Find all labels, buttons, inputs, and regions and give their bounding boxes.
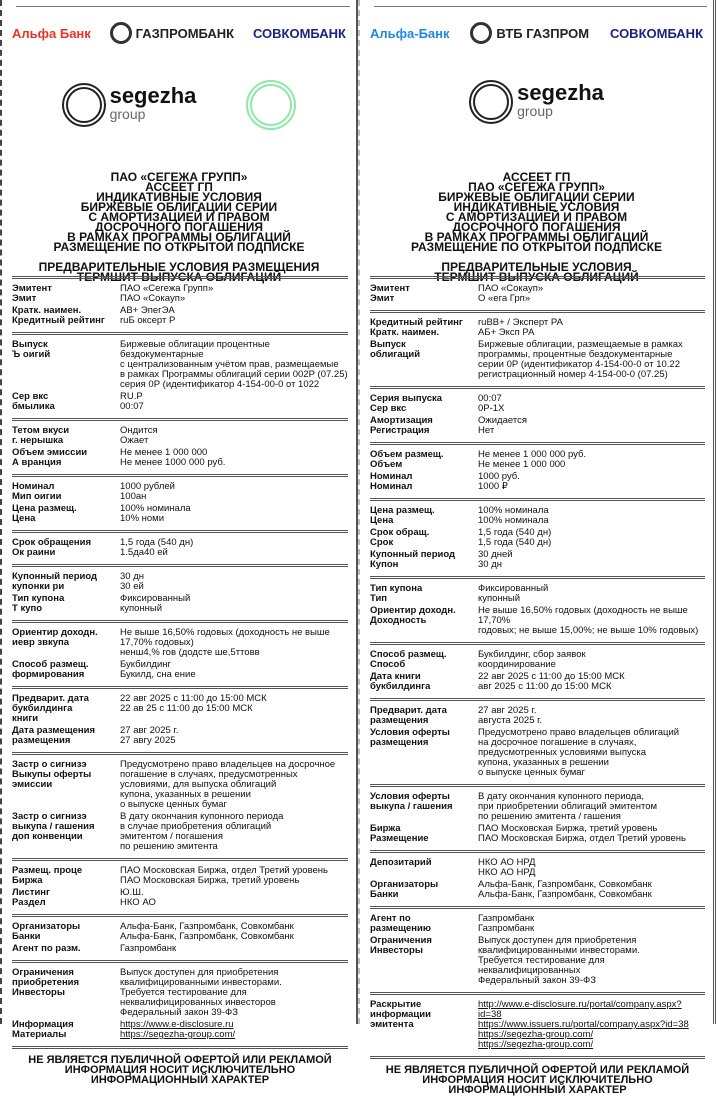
segezha-wordmark — [517, 80, 604, 120]
term-label: Способ размещ. формирования — [12, 659, 89, 680]
term-label: Условия оферты выкупа / гашения — [370, 791, 453, 812]
terms-group — [12, 858, 348, 914]
term-label: Ориентир доходн. Доходность — [370, 605, 456, 626]
term-label: Цена размещ. Цена — [12, 503, 77, 524]
terms-group — [12, 530, 348, 564]
term-value: 30 дн 30 ей — [120, 571, 144, 592]
sphere-icon — [110, 22, 132, 44]
partner-logos — [12, 18, 346, 48]
term-value: RU.P 00:07 — [120, 391, 144, 412]
segezha-logo — [469, 80, 604, 124]
top-rule — [16, 6, 350, 7]
partner-logos — [370, 18, 703, 48]
terms-group — [12, 686, 348, 752]
title-line: ДОСРОЧНОГО ПОГАШЕНИЯ — [94, 220, 264, 234]
table-row — [12, 726, 348, 746]
term-label: Листинг Раздел — [12, 887, 50, 908]
segezha-name: segezha — [109, 83, 197, 108]
term-label: Депозитарий — [370, 857, 432, 868]
term-value: В дату окончания купонного периода в случае приобретения облигаций эмитентом / погашения по решению эмитента — [120, 811, 284, 852]
table-row — [12, 944, 348, 954]
table-row — [12, 538, 348, 558]
term-label: Ограничения приобретения Инвесторы — [12, 967, 80, 998]
term-value: Не выше 16,50% годовых (доходность не выше 17,70% годовых) ненш4,% гов (додсте ше,5ттовв — [120, 627, 330, 658]
term-value: 1,5 года (540 дн) 1.5да40 ей — [120, 537, 194, 558]
table-row — [370, 450, 705, 470]
term-value: 22 авг 2025 с 11:00 до 15:00 МСК 22 ав 25 с 11:00 до 15:00 МСК — [120, 693, 267, 714]
title-line: В РАМКАХ ПРОГРАММЫ ОБЛИГАЦИЙ — [424, 230, 649, 244]
title-line: РАЗМЕЩЕНИЕ ПО ОТКРЫТОЙ ПОДПИСКЕ — [53, 240, 305, 254]
logo-text: ГАЗПРОМБАНК — [135, 25, 235, 41]
table-row — [370, 936, 705, 986]
table-row — [370, 824, 705, 844]
table-row — [370, 318, 705, 338]
table-row — [370, 506, 705, 526]
term-value: ПАО «Сокауп» О «ега Грп» — [478, 283, 544, 304]
terms-group — [12, 276, 348, 332]
logo-text: Альфа-Банк — [370, 25, 450, 41]
terms-group — [12, 914, 348, 960]
table-row — [370, 706, 705, 726]
logo-text: СОВКОМБАНК — [252, 25, 346, 41]
title-line: ИНДИКАТИВНЫЕ УСЛОВИЯ — [96, 190, 262, 204]
title-line: БИРЖЕВЫЕ ОБЛИГАЦИИ СЕРИИ — [80, 200, 278, 214]
term-label: Тип купона Т купо — [12, 593, 65, 614]
table-row — [370, 858, 705, 878]
segezha-sub: group — [517, 103, 553, 119]
table-row — [370, 650, 705, 670]
terms-group — [12, 752, 348, 858]
term-value: Биржевые облигации процентные бездокументарные с централизованным учётом прав, размещаемые в рамках Программы облигаций серии 002Р (07.25) серия 0Р (идентификатор 4-154-00-0 от 1022 — [120, 339, 348, 390]
term-value: Альфа-Банк, Газпромбанк, Совкомбанк Альфа-Банк, Газпромбанк, Совкомбанк — [120, 921, 294, 942]
table-row — [370, 528, 705, 548]
table-row — [370, 416, 705, 436]
table-row — [12, 340, 348, 390]
terms-group — [12, 620, 348, 686]
term-label: Выпуск Ъ оигий — [12, 339, 51, 360]
title-line: ПРЕДВАРИТЕЛЬНЫЕ УСЛОВИЯ — [441, 260, 632, 274]
term-value: Предусмотрено право владельцев облигаций на досрочное погашение в случаях, предусмотренных условиями выпуска купона, указанных в решении о выпуске ценных бумаг — [478, 727, 680, 778]
term-label: Кредитный рейтинг Кратк. наимен. — [370, 317, 463, 338]
term-label: Сер вкс бмылика — [12, 391, 55, 412]
logo-text: СОВКОМБАНК — [610, 25, 703, 41]
term-label: Размещ. проце Биржа — [12, 865, 83, 886]
table-row — [12, 812, 348, 852]
title-line: РАЗМЕЩЕНИЕ ПО ОТКРЫТОЙ ПОДПИСКЕ — [411, 240, 662, 254]
title-line: ПАО «СЕГЕЖА ГРУПП» — [110, 170, 248, 184]
terms-group — [370, 992, 705, 1056]
table-row — [370, 1000, 705, 1050]
table-row — [12, 594, 348, 614]
term-label: Номинал Мип оигии — [12, 481, 62, 502]
term-value: АВ+ ЭпегЭА ruБ оксерт Р — [120, 305, 176, 326]
term-label: Серия выпуска Сер вкс — [370, 393, 443, 414]
title-line: С АМОРТИЗАЦИЕЙ И ПРАВОМ — [88, 210, 270, 224]
term-label: Амортизация Регистрация — [370, 415, 433, 436]
term-link[interactable]: http://www.e-disclosure.ru/portal/company.aspx?id=38 https://www.issuers.ru/portal/company.aspx?id=38 https://segezha-group.com/ https://segezha-group.com/ — [478, 999, 689, 1050]
table-row — [370, 792, 705, 822]
table-row — [370, 880, 705, 900]
table-row — [12, 284, 348, 304]
term-value: 22 авг 2025 с 11:00 до 15:00 МСК авг 2025 с 11:00 до 15:00 МСК — [478, 671, 625, 692]
term-label: Ориентир доходн. иевр звкупа — [12, 627, 98, 648]
sphere-icon — [470, 22, 492, 44]
term-label: Тип купона Тип — [370, 583, 423, 604]
terms-group — [370, 276, 705, 310]
document-title — [370, 172, 703, 282]
table-row — [12, 628, 348, 658]
logo-text: Альфа Банк — [12, 25, 91, 41]
segezha-name: segezha — [517, 80, 604, 105]
term-label: Дата размещения размещения — [12, 725, 96, 746]
table-row — [12, 866, 348, 886]
term-label: Предварит. дата размещения — [370, 705, 447, 726]
term-value: Ожидается Нет — [478, 415, 527, 436]
disclaimer-footer: НЕ ЯВЛЯЕТСЯ ПУБЛИЧНОЙ ОФЕРТОЙ ИЛИ РЕКЛАМОЙ ИНФОРМАЦИЯ НОСИТ ИСКЛЮЧИТЕЛЬНО ИНФОРМАЦИОННЫЙ ХАРАКТЕР — [12, 1046, 348, 1085]
table-row — [12, 888, 348, 908]
title-line: ИНДИКАТИВНЫЕ УСЛОВИЯ — [453, 200, 620, 214]
table-row — [370, 584, 705, 604]
disclaimer-footer: НЕ ЯВЛЯЕТСЯ ПУБЛИЧНОЙ ОФЕРТОЙ ИЛИ РЕКЛАМОЙ ИНФОРМАЦИЯ НОСИТ ИСКЛЮЧИТЕЛЬНО ИНФОРМАЦИОННЫЙ ХАРАКТЕР — [370, 1056, 705, 1095]
sovcombank-logo — [253, 26, 346, 41]
term-label: Условия оферты размещения — [370, 727, 450, 748]
term-value: НКО АО НРД НКО АО НРД — [478, 857, 536, 878]
terms-group — [370, 310, 705, 386]
term-label: Объем эмиссии А вранция — [12, 447, 88, 468]
term-label: Организаторы Банки — [12, 921, 81, 942]
segezha-emblem-icon — [62, 83, 106, 127]
table-row — [12, 660, 348, 680]
term-label: Застр о сигнизэ выкупа / гашения доп конвенции — [12, 811, 95, 842]
table-row — [12, 306, 348, 326]
table-row — [370, 550, 705, 570]
table-row — [12, 392, 348, 412]
term-label: Номинал Номинал — [370, 471, 413, 492]
term-label: Тетом вкуси г. нерышка — [12, 425, 70, 446]
term-value: ruBB+ / Эксперт РА АБ+ Эксп РА — [478, 317, 563, 338]
terms-group — [12, 474, 348, 530]
title-line: ТЕРМШИТ ВЫПУСКА ОБЛИГАЦИЙ — [434, 270, 639, 284]
table-row — [12, 968, 348, 1018]
term-value: Биржевые облигации, размещаемые в рамках программы, процентные бездокументарные серии 0Р (идентификатор 4-154-00-0 от 10.22 регистрационный номер 4-154-00-0 (07.25) — [478, 339, 683, 380]
term-label: Дата книги букбилдинга — [370, 671, 431, 692]
issuer-logo-area — [2, 80, 356, 130]
termsheet-page-right — [358, 0, 716, 1096]
terms-table — [370, 276, 705, 1095]
terms-group — [12, 564, 348, 620]
title-line: ПРЕДВАРИТЕЛЬНЫЕ УСЛОВИЯ РАЗМЕЩЕНИЯ — [38, 260, 320, 274]
table-row — [370, 728, 705, 778]
terms-group — [12, 960, 348, 1046]
term-value: 100% номинала 100% номинала — [478, 505, 549, 526]
title-line: АССЕЕТ ГП — [502, 170, 571, 184]
term-value: 100% номинала 10% номи — [120, 503, 191, 524]
title-line: ПАО «СЕГЕЖА ГРУПП» — [468, 180, 605, 194]
terms-group — [370, 498, 705, 576]
term-label: Эмитент Эмит — [370, 283, 410, 304]
term-value: 30 дней 30 дн — [478, 549, 513, 570]
term-value: 1000 руб. 1000 ₽ — [478, 471, 520, 492]
term-value: Не менее 1 000 000 Не менее 1000 000 руб. — [120, 447, 226, 468]
table-row — [370, 394, 705, 414]
term-value: ПАО «Сегежа Групп» ПАО «Сокауп» — [120, 283, 214, 304]
table-row — [12, 426, 348, 446]
terms-group — [370, 642, 705, 698]
terms-group — [370, 442, 705, 498]
term-value: 27 авг 2025 г. 27 авгу 2025 — [120, 725, 179, 746]
terms-group — [370, 386, 705, 442]
vtb-gazprombank-logo — [470, 22, 589, 44]
term-link[interactable]: https://www.e-disclosure.ru https://segezha-group.com/ — [120, 1019, 236, 1040]
term-label: Организаторы Банки — [370, 879, 439, 900]
term-value: Ондится Ожает — [120, 425, 158, 446]
logo-text: ВТБ ГАЗПРОМ — [496, 25, 590, 41]
term-value: ПАО Московская Биржа, третий уровень ПАО Московская Биржа, отдел Третий уровень — [478, 823, 687, 844]
term-value: 1,5 года (540 дн) 1,5 года (540 дн) — [478, 527, 552, 548]
term-value: Ю.Ш. НКО АО — [120, 887, 156, 908]
table-row — [370, 606, 705, 636]
term-label: Купонный период купонки ри — [12, 571, 98, 592]
table-row — [12, 922, 348, 942]
table-row — [370, 340, 705, 380]
term-value: Не выше 16,50% годовых (доходность не выше 17,70% годовых; не выше 15,00%; не выше 10% годовых) — [478, 605, 699, 636]
term-value: Фиксированный купонный — [120, 593, 191, 614]
terms-group — [370, 576, 705, 642]
table-row — [12, 694, 348, 724]
table-row — [370, 284, 705, 304]
term-value: В дату окончания купонного периода, при приобретении облигаций эмитентом по решению эмитента / гашения — [478, 791, 658, 822]
alfa-bank-logo — [370, 26, 450, 41]
term-value: Выпуск доступен для приобретения квалифицированными инвесторами. Требуется тестирование для неквалифицированных инвесторов Федеральный закон 39-ФЗ — [120, 967, 282, 1018]
term-value: Не менее 1 000 000 руб. Не менее 1 000 000 — [478, 449, 587, 470]
table-row — [12, 760, 348, 810]
table-row — [12, 482, 348, 502]
term-label: Биржа Размещение — [370, 823, 429, 844]
term-label: Срок обращ. Срок — [370, 527, 430, 548]
term-label: Агент по разм. — [12, 943, 81, 954]
issuer-logo-area — [360, 80, 713, 124]
term-value: Газпромбанк — [120, 943, 177, 954]
table-row — [12, 448, 348, 468]
termsheet-page-left — [0, 0, 358, 1086]
terms-group — [370, 784, 705, 850]
term-value: 1000 рублей 100ан — [120, 481, 175, 502]
terms-group — [370, 906, 705, 992]
top-rule — [374, 6, 707, 7]
term-value: Предусмотрено право владельцев на досрочное погашение в случаях, предусмотренных условиями, для выпуска облигаций купона, указанных в решении о выпуске ценных бумаг — [120, 759, 336, 810]
table-row — [12, 504, 348, 524]
term-label: Объем размещ. Объем — [370, 449, 444, 470]
terms-group — [12, 332, 348, 418]
segezha-wordmark — [109, 83, 197, 123]
term-label: Купонный период Купон — [370, 549, 456, 570]
segezha-emblem-icon — [469, 80, 513, 124]
title-line: АССЕЕТ ГП — [145, 180, 213, 194]
term-label: Цена размещ. Цена — [370, 505, 435, 526]
table-row — [370, 672, 705, 692]
terms-group — [12, 418, 348, 474]
term-value: 00:07 0Р-1Х — [478, 393, 505, 414]
term-value: Фиксированный купонный — [478, 583, 549, 604]
term-value: Газпромбанк Газпромбанк — [478, 913, 535, 934]
sovcombank-logo — [610, 26, 703, 41]
table-row — [12, 1020, 348, 1040]
term-value: Альфа-Банк, Газпромбанк, Совкомбанк Альфа-Банк, Газпромбанк, Совкомбанк — [478, 879, 652, 900]
term-label: Ограничения Инвесторы — [370, 935, 432, 956]
terms-group — [370, 850, 705, 906]
term-label: Срок обращения Ок раини — [12, 537, 92, 558]
term-value: 27 авг 2025 г. августа 2025 г. — [478, 705, 543, 726]
alfa-bank-logo — [12, 26, 91, 41]
term-label: Предварит. дата букбилдинга книги — [12, 693, 89, 724]
gazprombank-logo — [110, 22, 234, 44]
table-row — [12, 572, 348, 592]
term-value: Букбилдинг, сбор заявок координирование — [478, 649, 586, 670]
title-line: В РАМКАХ ПРОГРАММЫ ОБЛИГАЦИЙ — [67, 230, 291, 244]
term-label: Способ размещ. Способ — [370, 649, 447, 670]
terms-group — [370, 698, 705, 784]
table-row — [370, 914, 705, 934]
term-value: Выпуск доступен для приобретения квалифицированными инвесторами. Требуется тестирование для неквалифицированных Федеральный закон 39-ФЗ — [478, 935, 640, 986]
term-label: Эмитент Эмит — [12, 283, 52, 304]
document-title — [12, 172, 346, 282]
term-label: Застр о сигнизэ Выкупы оферты эмиссии — [12, 759, 92, 790]
terms-table — [12, 276, 348, 1085]
term-label: Агент по размещению — [370, 913, 431, 934]
title-line: БИРЖЕВЫЕ ОБЛИГАЦИИ СЕРИИ — [438, 190, 635, 204]
term-label: Выпуск облигаций — [370, 339, 421, 360]
term-label: Раскрытие информации эмитента — [370, 999, 431, 1030]
green-ring-logo-icon — [246, 80, 296, 130]
title-line: ДОСРОЧНОГО ПОГАШЕНИЯ — [452, 220, 621, 234]
term-label: Информация Материалы — [12, 1019, 74, 1040]
title-line: С АМОРТИЗАЦИЕЙ И ПРАВОМ — [445, 210, 628, 224]
segezha-logo — [62, 83, 197, 127]
title-line: ТЕРМШИТ ВЫПУСКА ОБЛИГАЦИЙ — [76, 270, 282, 284]
term-value: Букбилдинг Букилд, сна ение — [120, 659, 196, 680]
term-value: ПАО Московская Биржа, отдел Третий уровень ПАО Московская Биржа, третий уровень — [120, 865, 329, 886]
table-row — [370, 472, 705, 492]
segezha-sub: group — [109, 106, 146, 122]
term-label: Кратк. наимен. Кредитный рейтинг — [12, 305, 105, 326]
